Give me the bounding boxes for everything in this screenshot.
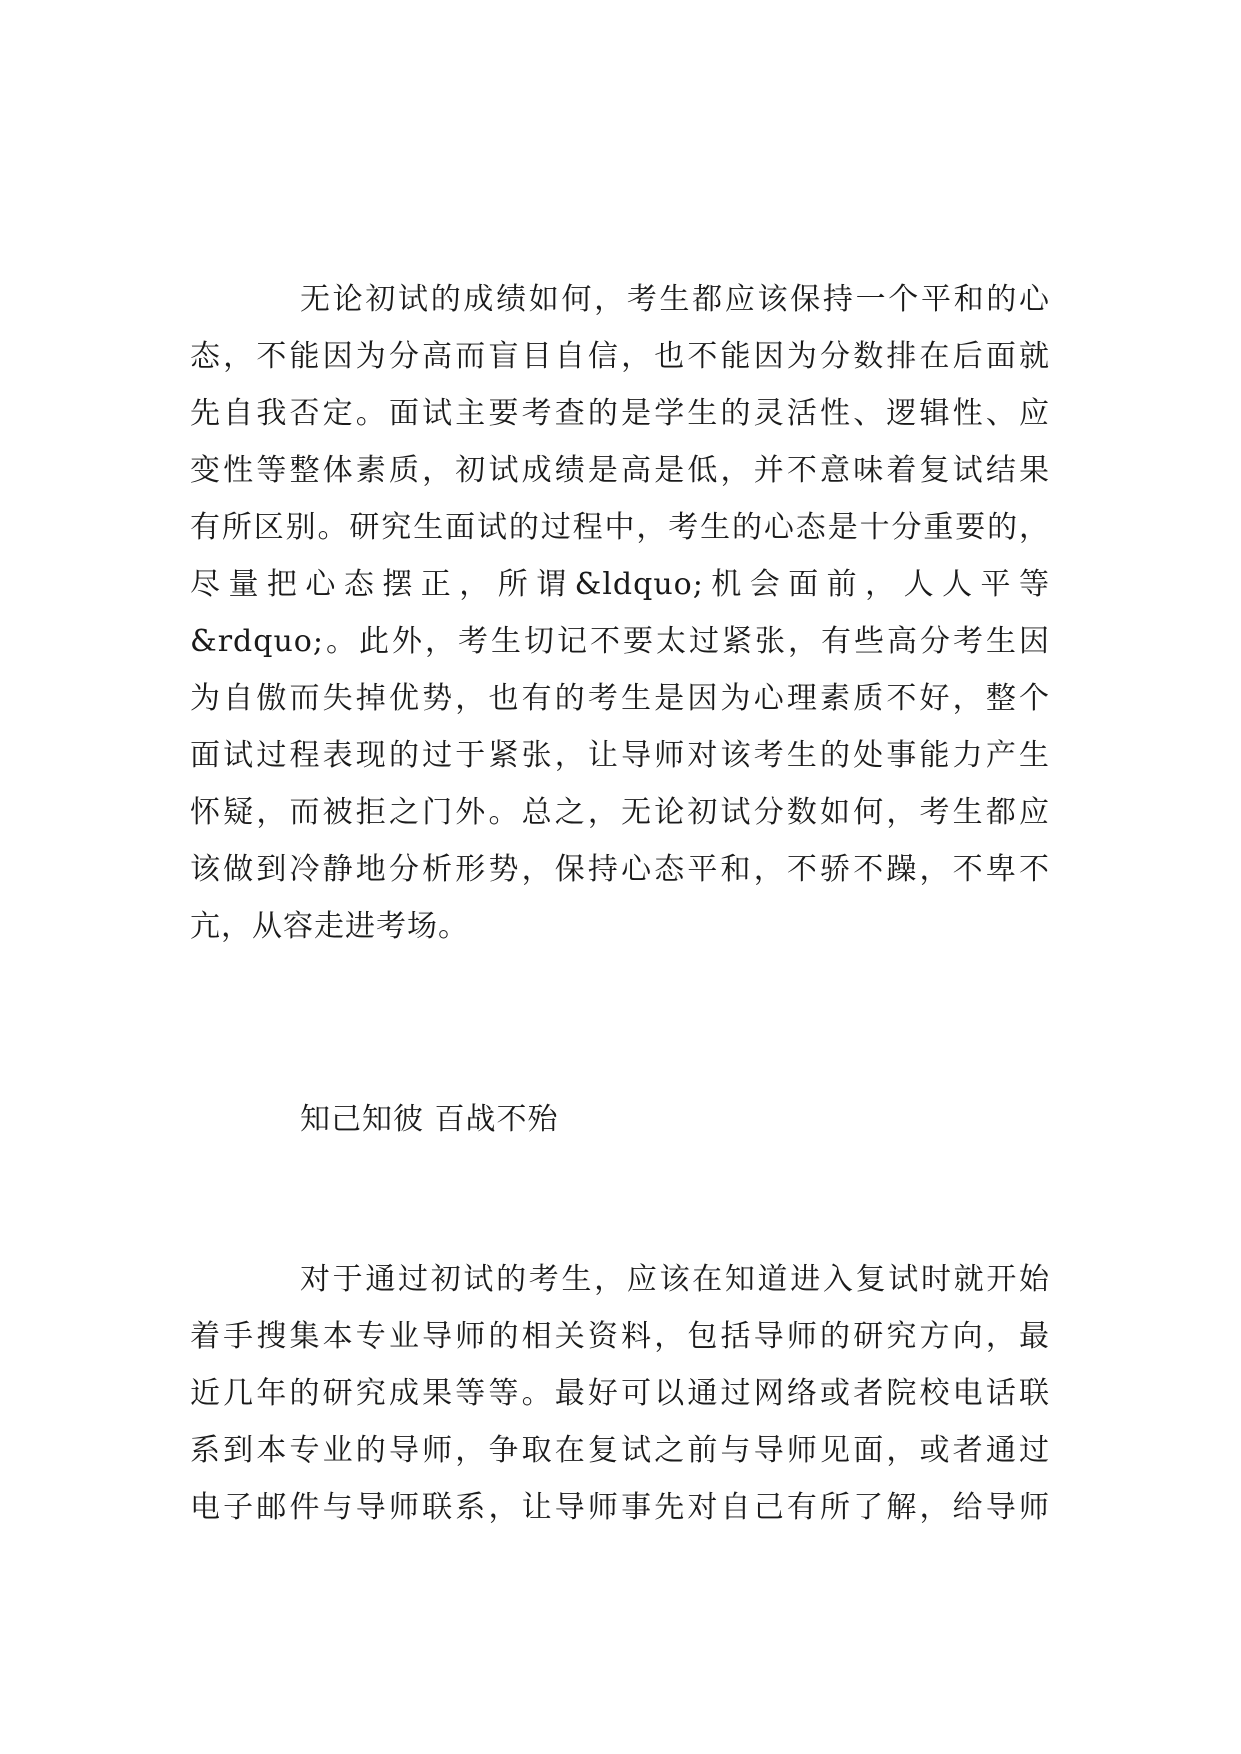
- paragraph-line: 态，不能因为分高而盲目自信，也不能因为分数排在后面就: [190, 339, 1050, 374]
- paragraph-line: 系到本专业的导师，争取在复试之前与导师见面，或者通过: [190, 1433, 1050, 1468]
- paragraph-line: 有所区别。研究生面试的过程中，考生的心态是十分重要的，: [190, 510, 1050, 545]
- paragraph-line: 该做到冷静地分析形势，保持心态平和，不骄不躁，不卑不: [190, 852, 1050, 887]
- paragraph-line: &rdquo;。此外，考生切记不要太过紧张，有些高分考生因: [190, 624, 1050, 659]
- paragraph-line: 先自我否定。面试主要考查的是学生的灵活性、逻辑性、应: [190, 396, 1050, 431]
- paragraph-line: 尽量把心态摆正，所谓&ldquo;机会面前，人人平等: [190, 567, 1050, 602]
- paragraph-line: 近几年的研究成果等等。最好可以通过网络或者院校电话联: [190, 1376, 1050, 1411]
- paragraph-line: 着手搜集本专业导师的相关资料，包括导师的研究方向，最: [190, 1319, 1050, 1354]
- paragraph-line: 对于通过初试的考生，应该在知道进入复试时就开始: [300, 1262, 1050, 1297]
- section-heading: 知己知彼 百战不殆: [300, 1102, 559, 1137]
- paragraph-line: 怀疑，而被拒之门外。总之，无论初试分数如何，考生都应: [190, 795, 1050, 830]
- paragraph-line: 电子邮件与导师联系，让导师事先对自己有所了解，给导师: [190, 1490, 1050, 1525]
- paragraph-line: 亢，从容走进考场。: [190, 909, 469, 944]
- paragraph-line: 变性等整体素质，初试成绩是高是低，并不意味着复试结果: [190, 453, 1050, 488]
- paragraph-line: 面试过程表现的过于紧张，让导师对该考生的处事能力产生: [190, 738, 1050, 773]
- paragraph-line: 无论初试的成绩如何，考生都应该保持一个平和的心: [300, 282, 1050, 317]
- paragraph-line: 为自傲而失掉优势，也有的考生是因为心理素质不好，整个: [190, 681, 1050, 716]
